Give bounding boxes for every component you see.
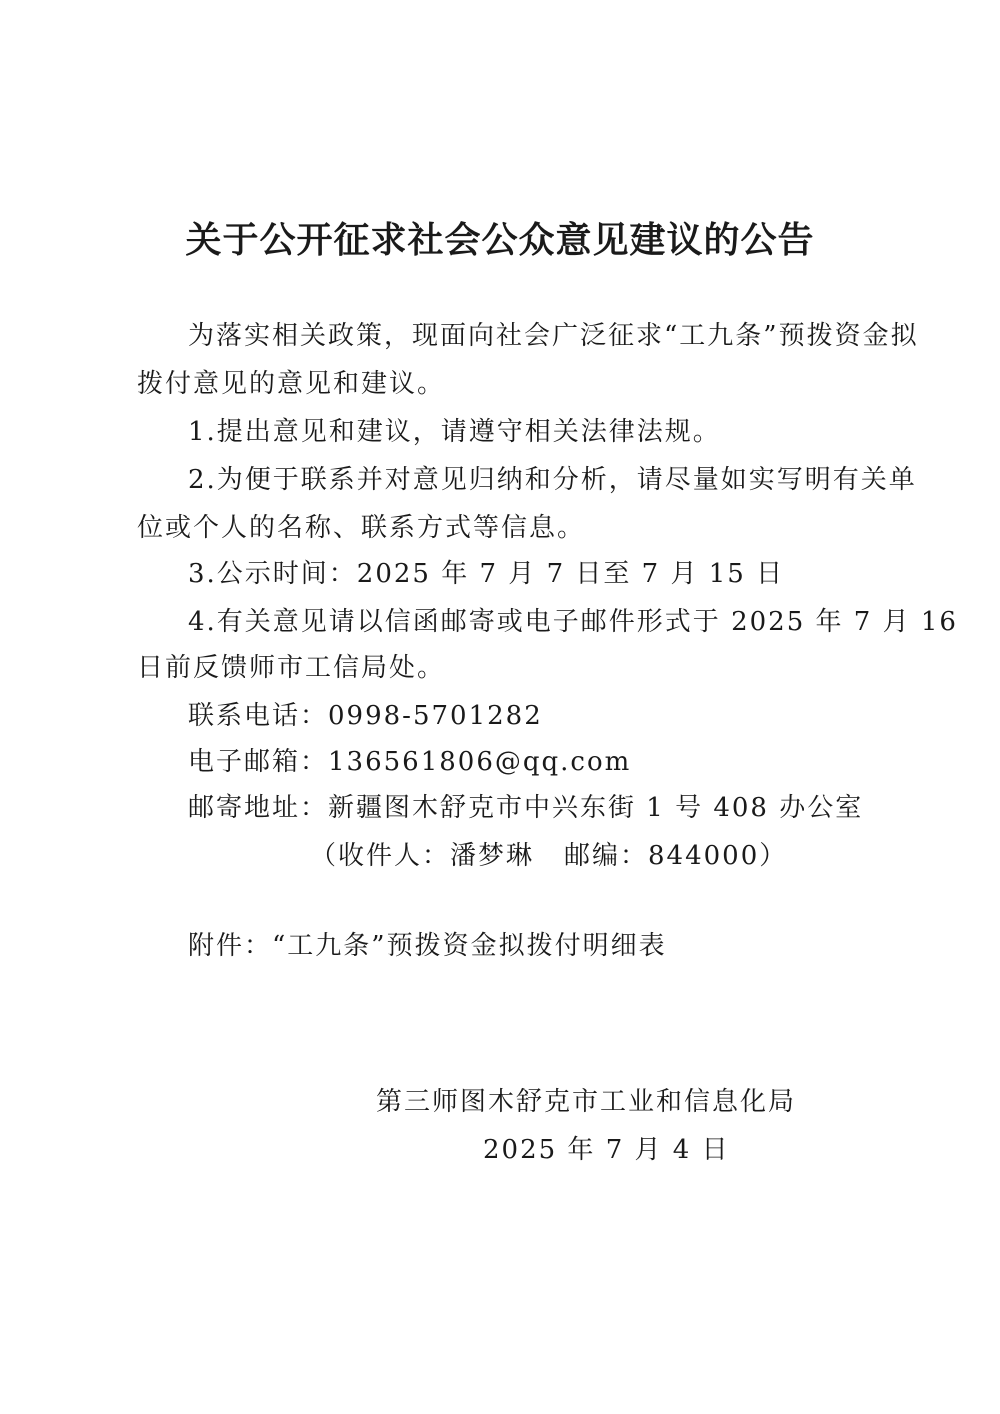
item-1-line-1: 1.提出意见和建议，请遵守相关法律法规。: [188, 417, 721, 447]
issuer-name: 第三师图木舒克市工业和信息化局: [376, 1087, 797, 1117]
contact-recipient-line: [310, 838, 787, 874]
intro-paragraph-line-2: 拨付意见的意见和建议。: [137, 369, 446, 399]
item-2-line-1: 2.为便于联系并对意见归纳和分析，请尽量如实写明有关单: [188, 465, 917, 495]
intro-paragraph-line-1: 为落实相关政策，现面向社会广泛征求“工九条”预拨资金拟: [188, 321, 919, 351]
contact-email: 电子邮箱：136561806@qq.com: [188, 747, 632, 777]
item-3-line-1: 3.公示时间：2025 年 7 月 7 日至 7 月 15 日: [188, 559, 785, 589]
contact-phone: 联系电话：0998-5701282: [188, 701, 543, 731]
contact-postcode: 邮编：844000）: [564, 841, 788, 871]
attachment-note: 附件：“工九条”预拨资金拟拨付明细表: [188, 931, 667, 961]
issue-date: 2025 年 7 月 4 日: [483, 1135, 730, 1165]
item-4-line-2: 日前反馈师市工信局处。: [137, 653, 446, 683]
contact-recipient: （收件人：潘梦琳: [310, 841, 535, 871]
item-2-line-2: 位或个人的名称、联系方式等信息。: [137, 513, 586, 543]
contact-address: 邮寄地址：新疆图木舒克市中兴东街 1 号 408 办公室: [188, 793, 864, 823]
document-title: 关于公开征求社会公众意见建议的公告: [185, 220, 815, 261]
item-4-line-1: 4.有关意见请以信函邮寄或电子邮件形式于 2025 年 7 月 16: [188, 607, 958, 637]
